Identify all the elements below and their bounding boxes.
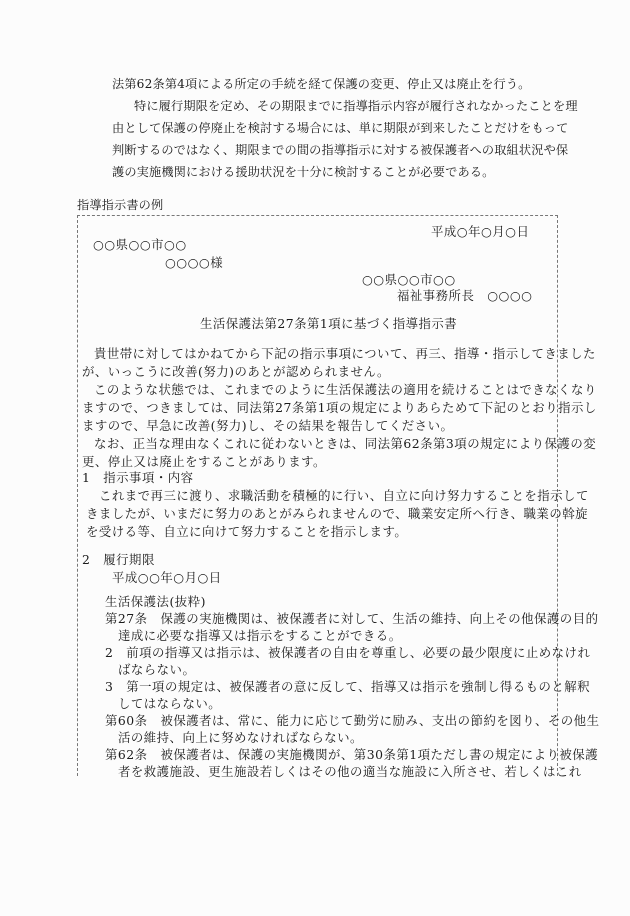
law-line: 3 第一項の規定は、被保護者の意に反して、指導又は指示を強制し得るものと解釈 <box>105 679 591 694</box>
body-line: ますので、つきましては、同法第27条第1項の規定によりあらためて下記のとおり指示し <box>82 400 597 415</box>
intro-line: 由として保護の停廃止を検討する場合には、単に期限が到来したことだけをもって <box>112 121 569 135</box>
item1-heading: 1 指示事項・内容 <box>82 470 194 485</box>
law-line: 活の維持、向上に努めなければならない。 <box>118 730 363 745</box>
law-line: してはならない。 <box>118 696 222 711</box>
intro-line: 法第62条第4項による所定の手続を経て保護の変更、停止又は廃止を行う。 <box>112 77 531 91</box>
law-line: 第27条 保護の実施機関は、被保護者に対して、生活の維持、向上その他保護の目的 <box>105 611 599 626</box>
intro-line: 特に履行期限を定め、その期限までに指導指示内容が履行されなかったことを理 <box>134 99 578 113</box>
body-line: 貴世帯に対してはかねてから下記の指示事項について、再三、指導・指示してきました <box>94 346 596 361</box>
law-line: 達成に必要な指導又は指示をすることができる。 <box>118 628 402 643</box>
item1-line: きましたが、いまだに努力のあとがみられませんので、職業安定所へ行き、職業の斡旋 <box>86 506 588 521</box>
example-heading: 指導指示書の例 <box>77 198 164 212</box>
item1-line: これまで再三に渡り、求職活動を積極的に行い、自立に向け努力することを指示して <box>99 488 589 503</box>
item1-line: を受ける等、自立に向けて努力することを指示します。 <box>86 524 408 539</box>
intro-line: 護の実施機関における援助状況を十分に検討することが必要である。 <box>112 165 495 179</box>
item2-deadline: 平成○○年○月○日 <box>112 570 222 585</box>
law-line: 第62条 被保護者は、保護の実施機関が、第30条第1項ただし書の規定により被保護 <box>105 747 599 762</box>
law-heading: 生活保護法(抜粋) <box>105 594 206 609</box>
law-line: ばならない。 <box>118 662 196 677</box>
letter-date: 平成○年○月○日 <box>431 224 530 239</box>
law-line: 第60条 被保護者は、常に、能力に応じて勤労に励み、支出の節約を図り、その他生 <box>105 713 600 728</box>
intro-line: 判断するのではなく、期限までの間の指導指示に対する被保護者への取組状況や保 <box>112 143 569 157</box>
sender-name: 福祉事務所長 ○○○○ <box>397 288 533 303</box>
letter-title: 生活保護法第27条第1項に基づく指導指示書 <box>200 316 458 331</box>
body-line: このような状態では、これまでのように生活保護法の適用を続けることはできなくなり <box>94 382 597 397</box>
recipient-address: ○○県○○市○○ <box>93 237 187 252</box>
body-line: なお、正当な理由なくこれに従わないときは、同法第62条第3項の規定により保護の変 <box>94 436 597 451</box>
body-line: 更、停止又は廃止をすることがあります。 <box>82 454 326 469</box>
body-line: が、いっこうに改善(努力)のあとが認められません。 <box>82 364 390 379</box>
body-line: ますので、早急に改善(努力)し、その結果を報告してください。 <box>82 418 454 433</box>
recipient-name: ○○○○様 <box>165 255 224 270</box>
law-line: 者を救護施設、更生施設若しくはその他の適当な施設に入所させ、若しくはこれ <box>118 764 582 779</box>
item2-heading: 2 履行期限 <box>82 552 155 567</box>
sender-address: ○○県○○市○○ <box>362 272 456 287</box>
law-line: 2 前項の指導又は指示は、被保護者の自由を尊重し、必要の最少限度に止めなけれ <box>105 645 591 660</box>
